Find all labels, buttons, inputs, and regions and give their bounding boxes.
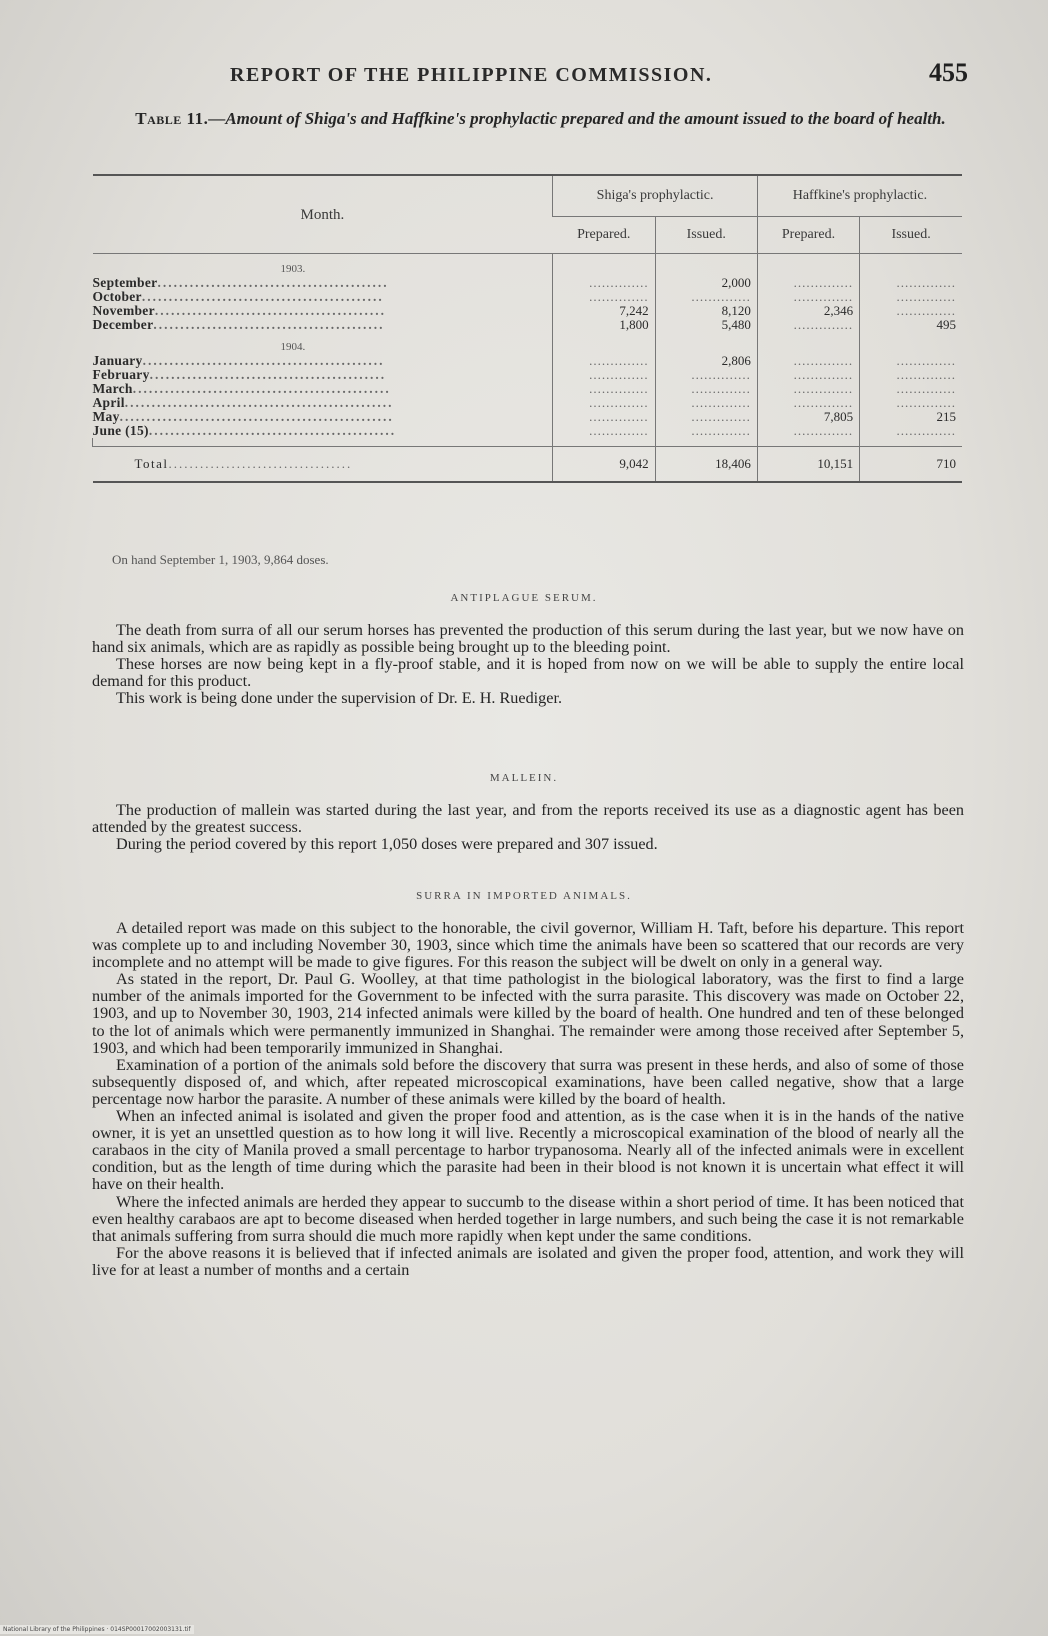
shiga-prepared-cell: .............. bbox=[553, 424, 655, 438]
haffkine-issued-cell: .............. bbox=[860, 290, 962, 304]
table-row: October............................................. .............. .............. .............. .............. bbox=[93, 290, 963, 304]
table-row: May................................................... .............. .............. 7,805 215 bbox=[93, 410, 963, 424]
month-cell: June (15) bbox=[92, 423, 149, 438]
table-row: February............................................ .............. .............. .............. .............. bbox=[93, 368, 963, 382]
column-header-shiga-prepared: Prepared. bbox=[553, 217, 655, 254]
table-row: December........................................... 1,800 5,480 .............. 495 bbox=[93, 318, 963, 332]
haffkine-prepared-cell: 7,805 bbox=[757, 410, 859, 424]
paragraph: This work is being done under the supervision of Dr. E. H. Ruediger. bbox=[116, 689, 562, 708]
paragraph: Where the infected animals are herded they appear to succumb to the disease within a short period of time. It has been noticed that even healthy carabaos are apt to become diseased when herded together in large numbers, and such being the case it is not remarkable that animals suffering from surra should die much more rapidly when kept under the same conditions. bbox=[92, 1192, 964, 1245]
column-header-haffkine: Haffkine's prophylactic. bbox=[757, 175, 962, 217]
month-cell: December bbox=[92, 317, 154, 332]
haffkine-issued-cell: .............. bbox=[860, 382, 962, 396]
year-label: 1904. bbox=[280, 341, 306, 353]
paragraph: During the period covered by this report 1,050 doses were prepared and 307 issued. bbox=[116, 835, 658, 854]
table-label: Table 11. bbox=[135, 109, 209, 128]
paragraph: Examination of a portion of the animals sold before the discovery that surra was present in these herds, and also of some of those subsequently disposed of, and which, after repeated microscopical examinations, have been called negative, show that a large percentage now harbor the parasite. A number of these animals were killed by the board of health. bbox=[92, 1055, 964, 1108]
month-cell: March bbox=[92, 381, 133, 396]
surra-heading: SURRA IN IMPORTED ANIMALS. bbox=[416, 890, 632, 902]
haffkine-issued-cell: .............. bbox=[860, 354, 962, 368]
page-header bbox=[90, 58, 968, 98]
shiga-issued-cell: .............. bbox=[655, 290, 757, 304]
shiga-prepared-cell: 7,242 bbox=[553, 304, 655, 318]
paragraph: A detailed report was made on this subject to the honorable, the civil governor, William H. Taft, before his departure. This report was complete up to and including November 30, 1903, since which time the animals have been so scattered that our records are very incomplete and no attempt will be made to give figures. For this reason the subject will be dwelt on only in a general way. bbox=[92, 919, 964, 972]
shiga-issued-cell: .............. bbox=[655, 396, 757, 410]
table-title: —Amount of Shiga's and Haffkine's prophylactic prepared and the amount issued to the board of health. bbox=[208, 109, 946, 128]
haffkine-prepared-cell: .............. bbox=[757, 382, 859, 396]
table-row: March................................................ .............. .............. .............. .............. bbox=[93, 382, 963, 396]
column-header-shiga: Shiga's prophylactic. bbox=[553, 175, 758, 217]
shiga-prepared-cell: .............. bbox=[553, 382, 655, 396]
paragraph: These horses are now being kept in a fly-proof stable, and it is hoped from now on we will be able to supply the entire local demand for this product. bbox=[92, 655, 964, 691]
paragraph: The death from surra of all our serum horses has prevented the production of this serum during the last year, but we now have on hand six animals, which are as rapidly as possible being brought up to the bleeding point. bbox=[92, 621, 964, 657]
antiplague-heading: ANTIPLAGUE SERUM. bbox=[450, 592, 598, 604]
haffkine-prepared-cell: .............. bbox=[757, 396, 859, 410]
year-row-1903 bbox=[93, 254, 963, 277]
haffkine-prepared-cell: .............. bbox=[757, 424, 859, 438]
shiga-prepared-cell: .............. bbox=[553, 396, 655, 410]
antiplague-section bbox=[92, 622, 964, 707]
haffkine-issued-cell: .............. bbox=[860, 396, 962, 410]
total-haffkine-prepared: 10,151 bbox=[757, 447, 859, 483]
paragraph: The production of mallein was started during the last year, and from the reports received its use as a diagnostic agent has been attended by the greatest success. bbox=[92, 801, 964, 837]
haffkine-issued-cell: .............. bbox=[860, 304, 962, 318]
table-row: September........................................... .............. 2,000 .............. .............. bbox=[93, 276, 963, 290]
haffkine-prepared-cell: .............. bbox=[757, 354, 859, 368]
table-row: June (15).............................................. .............. .............. .............. .............. bbox=[93, 424, 963, 438]
paragraph: As stated in the report, Dr. Paul G. Woolley, at that time pathologist in the biological laboratory, was the first to find a large number of the animals imported for the Government to be infected with the surra parasite. This discovery was made on October 22, 1903, and up to November 30, 1903, 214 infected animals were killed by the board of health. One hundred and ten of these belonged to the lot of animals which were permanently immunized in Shanghai. The remainder were among those received after September 5, 1903, and which had been temporarily immunized in Shanghai. bbox=[92, 970, 964, 1057]
shiga-prepared-cell: .............. bbox=[553, 290, 655, 304]
total-haffkine-issued: 710 bbox=[860, 447, 962, 483]
shiga-prepared-cell: .............. bbox=[553, 276, 655, 290]
shiga-issued-cell: .............. bbox=[655, 410, 757, 424]
table-row: January............................................. .............. 2,806 .............. .............. bbox=[93, 354, 963, 368]
month-cell: October bbox=[92, 289, 142, 304]
month-cell: April bbox=[92, 395, 125, 410]
column-header-haffkine-prepared: Prepared. bbox=[757, 217, 859, 254]
haffkine-issued-cell: 215 bbox=[860, 410, 962, 424]
month-cell: September bbox=[92, 275, 158, 290]
table-row: April.................................................. .............. .............. .............. .............. bbox=[93, 396, 963, 410]
column-header-month: Month. bbox=[93, 175, 553, 254]
month-cell: May bbox=[92, 409, 120, 424]
shiga-prepared-cell: .............. bbox=[553, 410, 655, 424]
month-cell: January bbox=[92, 353, 143, 368]
table-caption bbox=[118, 110, 963, 128]
column-header-shiga-issued: Issued. bbox=[655, 217, 757, 254]
haffkine-prepared-cell: .............. bbox=[757, 318, 859, 332]
shiga-prepared-cell: .............. bbox=[553, 368, 655, 382]
haffkine-prepared-cell: 2,346 bbox=[757, 304, 859, 318]
total-label: Total bbox=[134, 456, 169, 471]
total-shiga-issued: 18,406 bbox=[655, 447, 757, 483]
column-header-haffkine-issued: Issued. bbox=[860, 217, 962, 254]
shiga-issued-cell: 8,120 bbox=[655, 304, 757, 318]
shiga-issued-cell: .............. bbox=[655, 382, 757, 396]
surra-section bbox=[92, 920, 964, 1279]
shiga-issued-cell: .............. bbox=[655, 424, 757, 438]
shiga-prepared-cell: .............. bbox=[553, 354, 655, 368]
haffkine-prepared-cell: .............. bbox=[757, 276, 859, 290]
paragraph: For the above reasons it is believed that if infected animals are isolated and given the proper food, attention, and work they will live for at least a number of months and a certain bbox=[92, 1243, 964, 1279]
year-row-1904 bbox=[93, 332, 963, 354]
shiga-issued-cell: .............. bbox=[655, 368, 757, 382]
haffkine-issued-cell: .............. bbox=[860, 276, 962, 290]
table-row: November........................................... 7,242 8,120 2,346 .............. bbox=[93, 304, 963, 318]
haffkine-prepared-cell: .............. bbox=[757, 290, 859, 304]
month-cell: February bbox=[92, 367, 150, 382]
running-title: REPORT OF THE PHILIPPINE COMMISSION. bbox=[230, 64, 713, 86]
haffkine-prepared-cell: .............. bbox=[757, 368, 859, 382]
mallein-heading: MALLEIN. bbox=[489, 772, 559, 784]
shiga-issued-cell: 2,000 bbox=[655, 276, 757, 290]
shiga-issued-cell: 2,806 bbox=[655, 354, 757, 368]
on-hand-note: On hand September 1, 1903, 9,864 doses. bbox=[112, 552, 329, 567]
page-number: 455 bbox=[929, 58, 968, 87]
haffkine-issued-cell: 495 bbox=[860, 318, 962, 332]
haffkine-issued-cell: .............. bbox=[860, 368, 962, 382]
paragraph: When an infected animal is isolated and given the proper food and attention, as is the case when it is in the hands of the native owner, it is yet an unsettled question as to how long it will live. Recently a microscopical examination of the blood of nearly all the carabaos in the city of Manila proved a small percentage to harbor trypanosoma. Nearly all of the infected animals were in excellent condition, but as the length of time during which the parasite had been in their blood is not known it is uncertain what effect it will have on their health. bbox=[92, 1107, 964, 1194]
shiga-prepared-cell: 1,800 bbox=[553, 318, 655, 332]
shiga-issued-cell: 5,480 bbox=[655, 318, 757, 332]
haffkine-issued-cell: .............. bbox=[860, 424, 962, 438]
month-cell: November bbox=[92, 303, 155, 318]
total-row: Total................................... 9,042 18,406 10,151 710 bbox=[93, 447, 963, 483]
year-label: 1903. bbox=[280, 263, 306, 275]
mallein-section bbox=[92, 802, 964, 853]
scan-source-strip: National Library of the Philippines · 014SP00017002003131.tif bbox=[0, 1625, 194, 1634]
total-shiga-prepared: 9,042 bbox=[553, 447, 655, 483]
prophylactic-table bbox=[92, 174, 962, 483]
